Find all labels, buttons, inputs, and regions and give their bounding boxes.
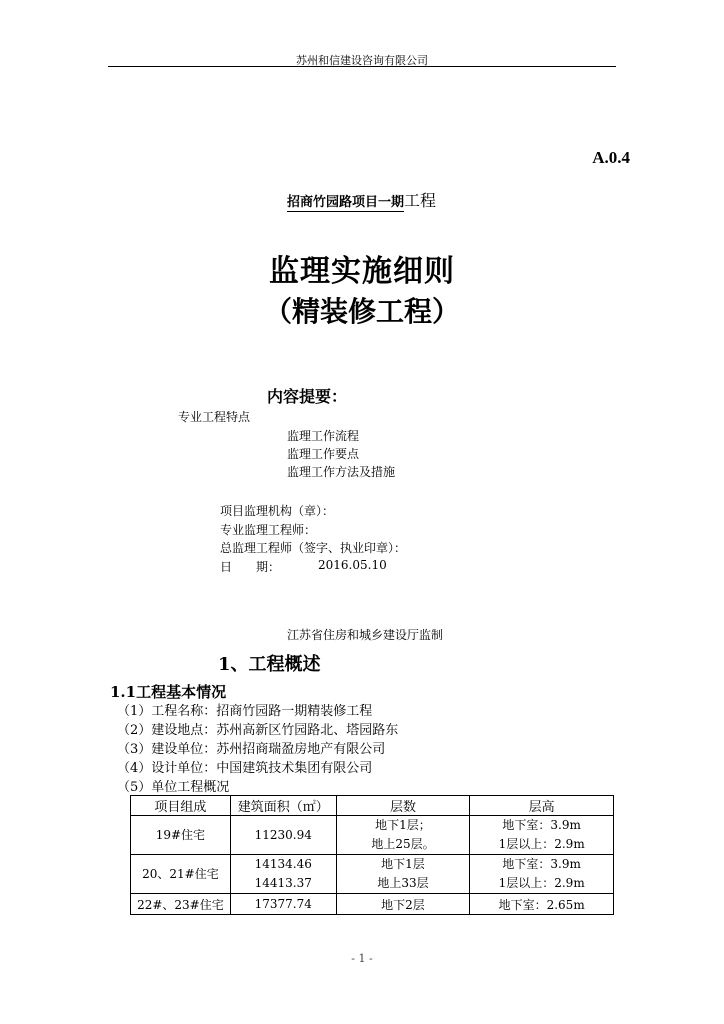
table-header-row <box>131 796 614 816</box>
info-line: （1）工程名称：招商竹园路一期精装修工程 <box>117 704 373 719</box>
engineer-label: 专业监理工程师： <box>220 523 317 537</box>
subsection-title: 1.1工程基本情况 <box>110 683 227 701</box>
cell-line: 1层以上：2.9m <box>498 876 585 890</box>
cell-line: 地上25层。 <box>371 837 435 851</box>
section-title: 1、工程概述 <box>218 654 321 675</box>
info-line: （4）设计单位：中国建筑技术集团有限公司 <box>117 761 373 776</box>
summary-heading: 内容提要： <box>267 387 348 406</box>
table-cell <box>470 855 614 894</box>
table-row <box>131 894 614 915</box>
project-suffix: 工程 <box>404 191 437 210</box>
cell-line: 14134.46 <box>254 857 312 871</box>
chief-engineer-label: 总监理工程师（签字、执业印章）： <box>220 541 407 555</box>
cell-line: 地上33层 <box>377 876 429 890</box>
table-cell <box>230 855 336 894</box>
summary-item: 监理工作要点 <box>287 447 360 461</box>
table-cell: 地下室：2.65m <box>470 894 614 915</box>
column-header: 项目组成 <box>131 796 231 816</box>
unit-overview-table <box>130 795 614 915</box>
date-value: 2016.05.10 <box>318 558 387 572</box>
table-cell: 11230.94 <box>230 816 336 855</box>
project-line <box>287 188 436 211</box>
column-header: 层数 <box>336 796 470 816</box>
page-number: - 1 - <box>351 952 373 965</box>
cell-line: 地下室：3.9m <box>502 818 581 832</box>
info-line: （2）建设地点：苏州高新区竹园路北、塔园路东 <box>117 723 399 738</box>
table-cell <box>336 816 470 855</box>
issuer: 江苏省住房和城乡建设厅监制 <box>287 628 444 642</box>
table-cell: 地下2层 <box>336 894 470 915</box>
page-header: 苏州和信建设咨询有限公司 <box>296 54 428 67</box>
summary-item: 专业工程特点 <box>178 410 251 424</box>
date-label: 日 期： <box>220 560 281 574</box>
cell-line: 地下1层 <box>381 857 425 871</box>
table-cell <box>336 855 470 894</box>
column-header: 层高 <box>470 796 614 816</box>
cell-line: 地下室：3.9m <box>502 857 581 871</box>
header-rule <box>108 66 616 67</box>
cell-line: 地下1层； <box>375 818 431 832</box>
document-subtitle: （精装修工程） <box>263 295 460 328</box>
table-cell: 19#住宅 <box>131 816 231 855</box>
table-cell: 17377.74 <box>230 894 336 915</box>
info-line: （3）建设单位：苏州招商瑞盈房地产有限公司 <box>117 742 386 757</box>
summary-item: 监理工作方法及措施 <box>287 465 396 479</box>
document-title: 监理实施细则 <box>269 254 455 289</box>
project-name: 招商竹园路项目一期 <box>287 195 405 210</box>
cell-line: 1层以上：2.9m <box>498 837 585 851</box>
document-code: A.0.4 <box>592 148 630 167</box>
table-row <box>131 855 614 894</box>
table-cell: 22#、23#住宅 <box>131 894 231 915</box>
table-cell: 20、21#住宅 <box>131 855 231 894</box>
cell-line: 14413.37 <box>254 876 312 890</box>
info-line: （5）单位工程概况 <box>117 780 230 795</box>
table-cell <box>470 816 614 855</box>
summary-item: 监理工作流程 <box>287 429 360 443</box>
column-header: 建筑面积（㎡） <box>230 796 336 816</box>
supervision-org-label: 项目监理机构（章）： <box>220 504 335 518</box>
table-row <box>131 816 614 855</box>
